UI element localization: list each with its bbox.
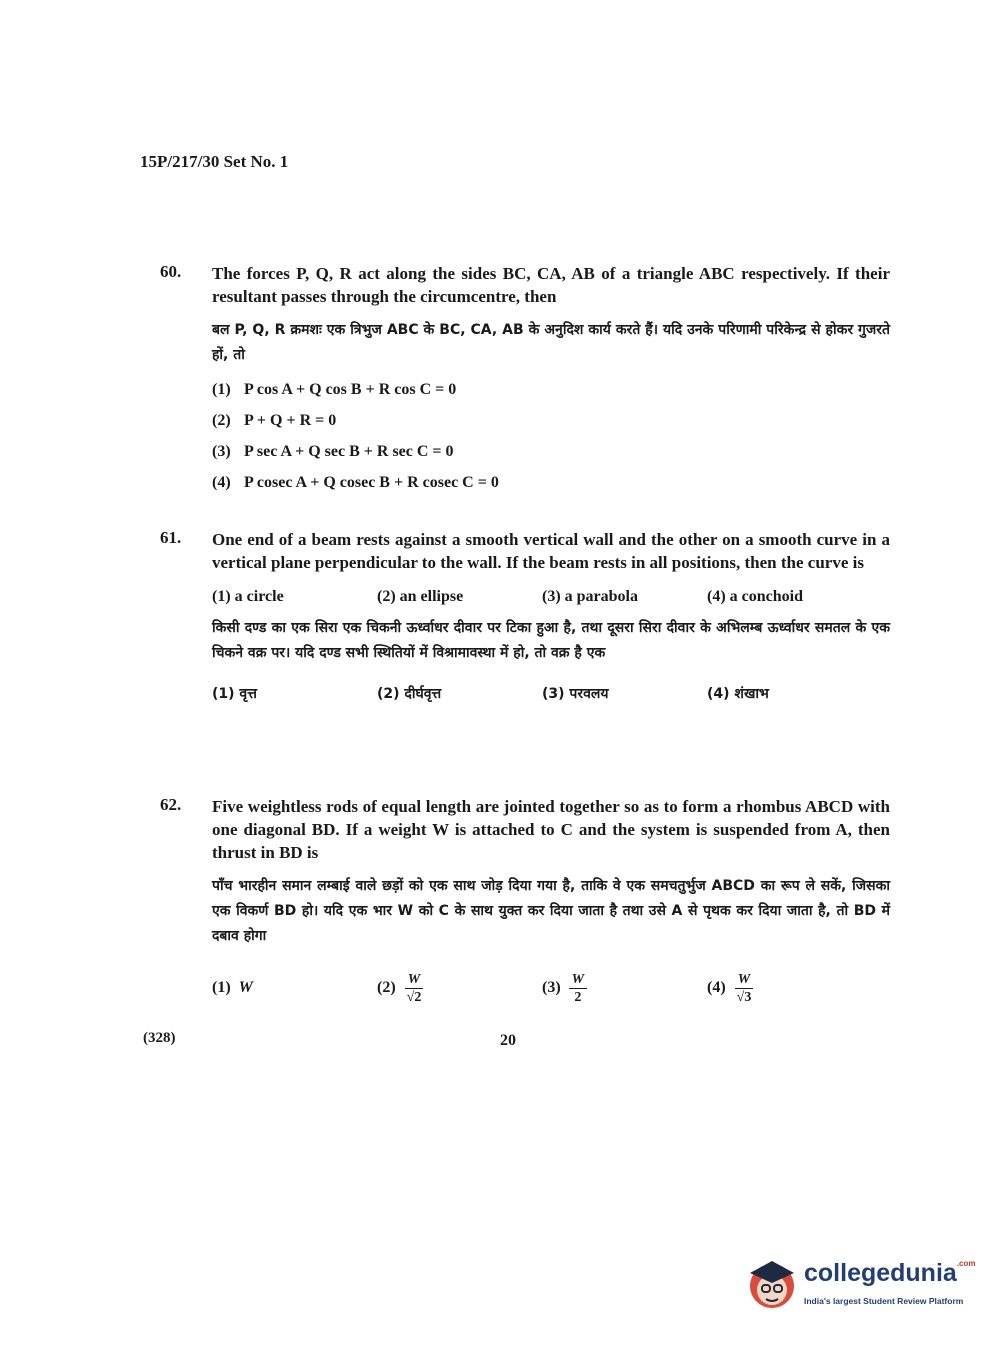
option-4: (4) a conchoid bbox=[707, 588, 803, 605]
question-60 bbox=[160, 262, 890, 498]
question-number: 61. bbox=[160, 528, 182, 547]
option-1: (1) a circle bbox=[212, 588, 284, 605]
option-2: (2) $\frac{W}{√2}$ bbox=[377, 971, 542, 1006]
paper-code: (328) bbox=[143, 1030, 176, 1046]
brand-logo bbox=[742, 1255, 976, 1315]
option-3: (3) a parabola bbox=[542, 588, 638, 605]
question-62 bbox=[160, 795, 890, 1013]
question-text-hi: किसी दण्ड का एक सिरा एक चिकनी ऊर्ध्वाधर दीवार पर टिका हुआ है, तथा दूसरा सिरा दीवार के अभिलम्ब ऊर्ध्वाधर समतल के एक चिकने वक्र पर। यदि दण्ड सभी स्थितियों में विश्रामावस्था में हो, तो वक्र है एक bbox=[212, 620, 890, 661]
mascot-icon bbox=[742, 1255, 800, 1313]
question-number: 60. bbox=[160, 262, 182, 281]
option-list bbox=[212, 374, 890, 498]
option-3: (3) P sec A + Q sec B + R sec C = 0 bbox=[212, 443, 454, 460]
option-4: (4) $\frac{W}{√3}$ bbox=[707, 971, 872, 1006]
question-text-en: One end of a beam rests against a smooth vertical wall and the other on a smooth curve in a vertical plane perpendicular to the wall. If the beam rests in all positions, then the curve is bbox=[212, 530, 890, 572]
question-number: 62. bbox=[160, 795, 182, 814]
brand-tagline: India's largest Student Review Platform bbox=[804, 1296, 964, 1306]
option-4: (4) शंखाभ bbox=[707, 686, 769, 702]
option-2: (2) P + Q + R = 0 bbox=[212, 412, 337, 429]
option-1: (1) P cos A + Q cos B + R cos C = 0 bbox=[212, 381, 457, 398]
option-4: (4) P cosec A + Q cosec B + R cosec C = 0 bbox=[212, 474, 499, 491]
page-number: 20 bbox=[500, 1032, 516, 1049]
fraction: $\frac{W}{√2}$ bbox=[406, 971, 422, 1005]
option-row bbox=[212, 963, 890, 1013]
set-info: 15P/217/30 Set No. 1 bbox=[140, 152, 289, 171]
option-1: (1) W bbox=[212, 979, 253, 996]
question-61 bbox=[160, 528, 890, 703]
fraction: $\frac{W}{2}$ bbox=[569, 971, 587, 1006]
option-row-en bbox=[212, 588, 890, 606]
option-2: (2) an ellipse bbox=[377, 588, 464, 605]
question-text-en: The forces P, Q, R act along the sides BC, CA, AB of a triangle ABC respectively. If their resultant passes through the circumcentre, then bbox=[212, 264, 890, 306]
fraction: $\frac{W}{√3}$ bbox=[736, 971, 752, 1005]
option-1: (1) वृत्त bbox=[212, 686, 257, 702]
brand-name: collegedunia$^{.com}$ bbox=[804, 1259, 976, 1287]
option-row-hi bbox=[212, 684, 890, 703]
option-3: (3) परवलय bbox=[542, 686, 609, 702]
option-2: (2) दीर्घवृत्त bbox=[377, 686, 442, 702]
question-text-en: Five weightless rods of equal length are jointed together so as to form a rhombus ABCD with one diagonal BD. If a weight W is attached to C and the system is suspended from A, then thrust in BD is bbox=[212, 797, 890, 862]
option-3: (3) $\frac{W}{2}$ bbox=[542, 971, 707, 1006]
question-text-hi: बल P, Q, R क्रमशः एक त्रिभुज ABC के BC, CA, AB के अनुदिश कार्य करते हैं। यदि उनके परिणामी परिकेन्द्र से होकर गुजरते हों, तो bbox=[212, 322, 890, 363]
question-text-hi: पाँच भारहीन समान लम्बाई वाले छड़ों को एक साथ जोड़ दिया गया है, ताकि वे एक समचतुर्भुज ABCD का रूप ले सकें, जिसका एक विकर्ण BD हो। यदि एक भार W को C के साथ युक्त कर दिया जाता है तथा उसे A से पृथक कर दिया जाता है, तो BD में दबाव होगा bbox=[212, 878, 890, 944]
